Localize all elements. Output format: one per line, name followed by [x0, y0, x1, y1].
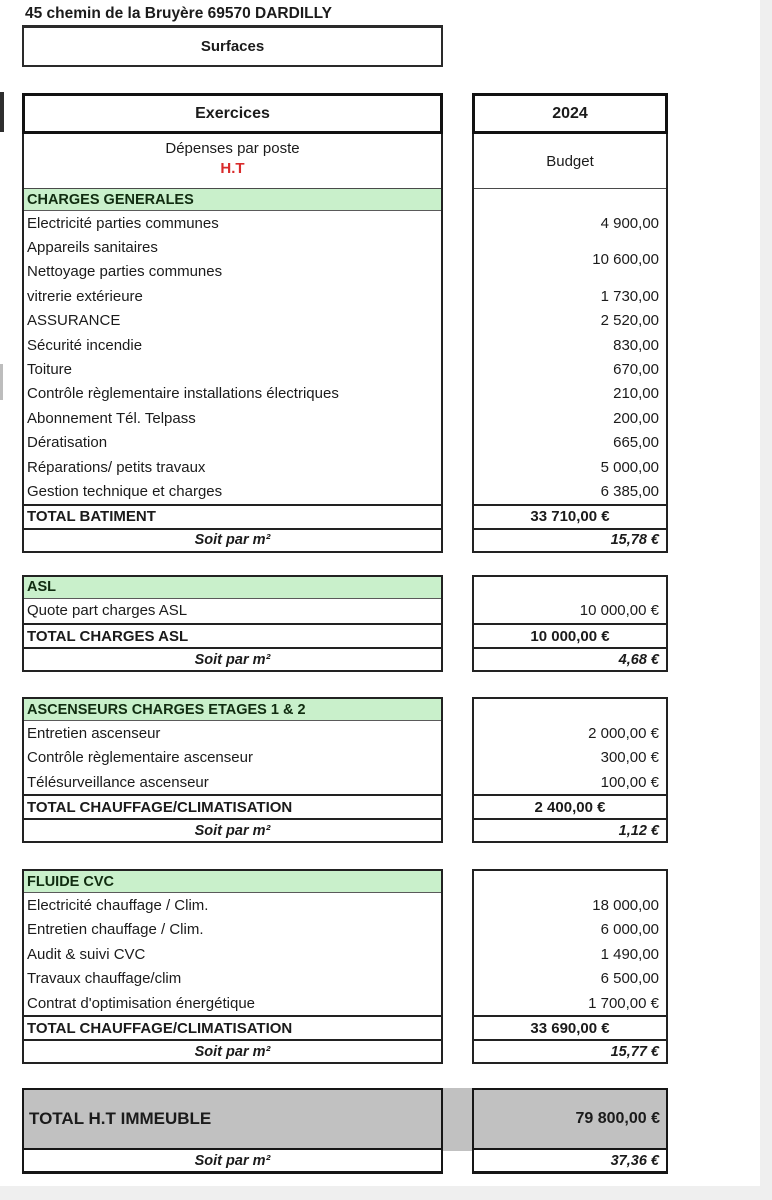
section-ascenseurs: [22, 697, 668, 843]
section-title: FLUIDE CVC: [24, 871, 441, 893]
table-header-row: [22, 93, 668, 134]
expense-row: vitrerie extérieure: [27, 287, 143, 305]
total-charges-asl-value: 10 000,00 €: [474, 623, 666, 647]
expense-row: Télésurveillance ascenseur: [27, 773, 209, 791]
expense-value: 1 490,00: [600, 945, 659, 963]
expense-row: Gestion technique et charges: [27, 482, 223, 500]
section-charges-generales: [22, 134, 668, 553]
expense-value: 6 385,00: [600, 483, 659, 500]
expense-value: 6 000,00: [600, 921, 659, 939]
expense-value: 2 520,00: [600, 312, 659, 330]
soit-par-m2-label: Soit par m²: [24, 647, 441, 670]
expense-value-merged: 10 600,00: [592, 251, 659, 269]
depenses-par-poste-cell: [24, 134, 441, 189]
expense-value: 200,00: [613, 409, 659, 427]
page-edge-shadow: [0, 1186, 772, 1200]
grand-total-section: [22, 1088, 668, 1174]
total-cvc-value: 33 690,00 €: [474, 1015, 666, 1039]
soit-par-m2-value: 15,78 €: [474, 528, 666, 551]
expense-row: Travaux chauffage/clim: [27, 970, 182, 988]
expense-row: Toiture: [27, 361, 73, 379]
soit-par-m2-value: 4,68 €: [474, 647, 666, 670]
page-edge-shadow: [760, 0, 772, 1200]
expense-value: 830,00: [613, 336, 659, 354]
section-title: ASCENSEURS CHARGES ETAGES 1 & 2: [24, 699, 441, 721]
soit-par-m2-label: Soit par m²: [24, 528, 441, 551]
expense-value: 670,00: [613, 361, 659, 379]
expense-row: Quote part charges ASL: [27, 602, 188, 620]
expense-value: 2 000,00 €: [588, 724, 659, 742]
grand-total-label: TOTAL H.T IMMEUBLE: [24, 1090, 441, 1148]
page-edge-artifact: [0, 364, 3, 400]
expense-row: Dératisation: [27, 434, 108, 452]
expense-row: Contrat d'optimisation énergétique: [27, 994, 256, 1012]
expense-row: Electricité chauffage / Clim.: [27, 896, 209, 914]
grand-total-connector: [443, 1088, 472, 1151]
expense-row: Electricité parties communes: [27, 214, 219, 232]
soit-par-m2-label: Soit par m²: [24, 818, 441, 841]
expense-value: 18 000,00: [592, 896, 659, 914]
expense-row: Contrôle règlementaire ascenseur: [27, 749, 253, 767]
address-title: 45 chemin de la Bruyère 69570 DARDILLY: [22, 4, 443, 27]
expense-value: 300,00 €: [600, 749, 659, 767]
depenses-label: Dépenses par poste: [165, 140, 300, 157]
expense-value: 6 500,00: [600, 970, 659, 988]
expense-row: Appareils sanitaires: [27, 239, 158, 257]
expense-value: 100,00 €: [600, 773, 659, 791]
expense-row: Entretien chauffage / Clim.: [27, 921, 204, 939]
section-fluide-cvc: [22, 869, 668, 1064]
section-title: CHARGES GENERALES: [24, 189, 441, 211]
total-ascenseurs-label: TOTAL CHAUFFAGE/CLIMATISATION: [24, 794, 441, 818]
budget-document: [22, 4, 668, 1174]
exercices-header-cell: Exercices: [22, 93, 443, 134]
expense-row: Sécurité incendie: [27, 336, 143, 354]
year-header-cell: 2024: [472, 93, 668, 134]
expense-value: 5 000,00: [600, 458, 659, 476]
expense-row: Nettoyage parties communes: [27, 263, 223, 281]
ht-label: H.T: [220, 160, 245, 177]
grand-soit-par-m2-label: Soit par m²: [24, 1148, 441, 1171]
expense-value: 210,00: [613, 385, 659, 403]
section-asl: [22, 575, 668, 672]
expense-value: 1 700,00 €: [588, 994, 659, 1012]
expense-row: Audit & suivi CVC: [27, 945, 146, 963]
total-batiment-label: TOTAL BATIMENT: [24, 504, 441, 528]
expense-value: 665,00: [613, 434, 659, 452]
surfaces-label: Surfaces: [200, 38, 265, 55]
expense-row: Entretien ascenseur: [27, 724, 161, 742]
total-cvc-label: TOTAL CHAUFFAGE/CLIMATISATION: [24, 1015, 441, 1039]
expense-row: ASSURANCE: [27, 312, 121, 330]
expense-value: 10 000,00 €: [579, 602, 659, 620]
total-charges-asl-label: TOTAL CHARGES ASL: [24, 623, 441, 647]
total-ascenseurs-value: 2 400,00 €: [474, 794, 666, 818]
grand-soit-par-m2-value: 37,36 €: [474, 1148, 666, 1171]
surfaces-box: [22, 27, 443, 67]
expense-row: Contrôle règlementaire installations électriques: [27, 385, 339, 403]
soit-par-m2-value: 15,77 €: [474, 1039, 666, 1062]
expense-row: Abonnement Tél. Telpass: [27, 409, 196, 427]
expense-row: Réparations/ petits travaux: [27, 458, 206, 476]
expense-value: 1 730,00: [600, 287, 659, 305]
grand-total-value: 79 800,00 €: [474, 1090, 666, 1148]
soit-par-m2-value: 1,12 €: [474, 818, 666, 841]
total-batiment-value: 33 710,00 €: [474, 504, 666, 528]
budget-header-cell: Budget: [474, 134, 666, 189]
soit-par-m2-label: Soit par m²: [24, 1039, 441, 1062]
expense-value: 4 900,00: [600, 214, 659, 232]
page-edge-artifact: [0, 92, 4, 132]
section-title: ASL: [24, 577, 441, 599]
